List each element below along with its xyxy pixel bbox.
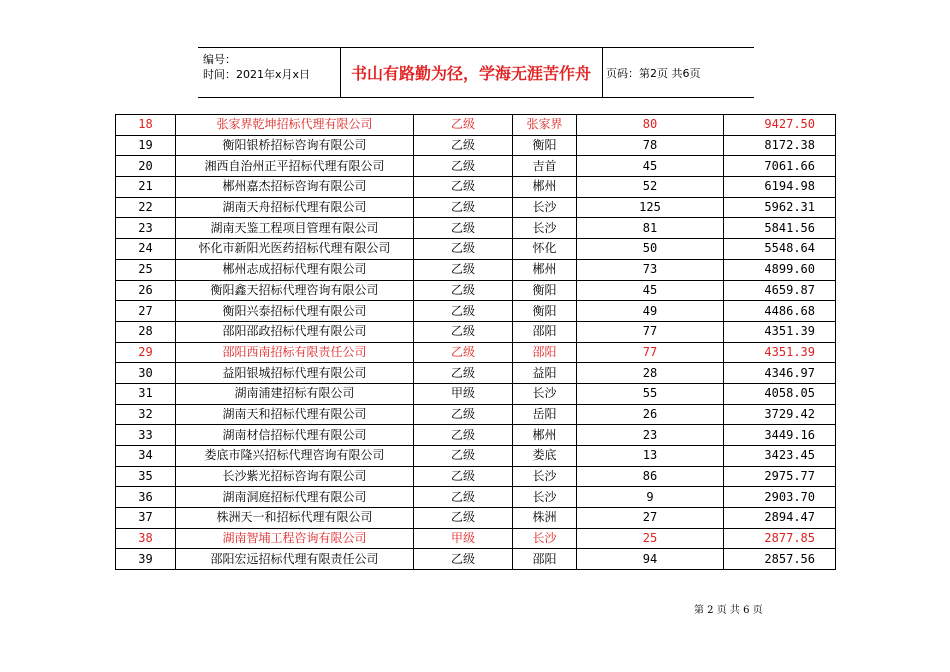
qualification-grade: 乙级 (414, 404, 513, 425)
project-count: 80 (577, 115, 724, 136)
motto: 书山有路勤为径，学海无涯苦作舟 (340, 48, 603, 97)
company-name: 株洲天一和招标代理有限公司 (176, 508, 414, 529)
table-row (116, 280, 836, 301)
company-name: 湖南天和招标代理有限公司 (176, 404, 414, 425)
amount: 4351.39 (724, 321, 836, 342)
city: 郴州 (513, 177, 577, 198)
qualification-grade: 甲级 (414, 528, 513, 549)
amount: 3423.45 (724, 446, 836, 467)
project-count: 28 (577, 363, 724, 384)
project-count: 27 (577, 508, 724, 529)
city: 吉首 (513, 156, 577, 177)
project-count: 49 (577, 301, 724, 322)
company-name: 衡阳鑫天招标代理咨询有限公司 (176, 280, 414, 301)
project-count: 86 (577, 466, 724, 487)
amount: 4659.87 (724, 280, 836, 301)
company-name: 衡阳兴泰招标代理有限公司 (176, 301, 414, 322)
page-code: 页码：第2页 共6页 (606, 66, 701, 80)
row-number: 32 (116, 404, 176, 425)
amount: 5548.64 (724, 239, 836, 260)
amount: 4899.60 (724, 259, 836, 280)
city: 长沙 (513, 218, 577, 239)
amount: 7061.66 (724, 156, 836, 177)
company-name: 湘西自治州正平招标代理有限公司 (176, 156, 414, 177)
page-footer: 第 2 页 共 6 页 (694, 605, 763, 616)
city: 张家界 (513, 115, 577, 136)
table-row (116, 321, 836, 342)
row-number: 21 (116, 177, 176, 198)
row-number: 39 (116, 549, 176, 570)
row-number: 34 (116, 446, 176, 467)
table-row (116, 487, 836, 508)
city: 长沙 (513, 487, 577, 508)
qualification-grade: 乙级 (414, 135, 513, 156)
page-header (198, 47, 754, 98)
city: 衡阳 (513, 280, 577, 301)
amount: 5841.56 (724, 218, 836, 239)
table-row (116, 549, 836, 570)
row-number: 18 (116, 115, 176, 136)
table-row (116, 301, 836, 322)
project-count: 125 (577, 197, 724, 218)
row-number: 38 (116, 528, 176, 549)
row-number: 30 (116, 363, 176, 384)
company-name: 邵阳邵政招标代理有限公司 (176, 321, 414, 342)
amount: 2894.47 (724, 508, 836, 529)
number-label: 编号： (203, 53, 236, 66)
qualification-grade: 乙级 (414, 425, 513, 446)
company-name: 郴州志成招标代理有限公司 (176, 259, 414, 280)
city: 长沙 (513, 383, 577, 404)
row-number: 37 (116, 508, 176, 529)
header-meta (198, 48, 341, 97)
qualification-grade: 乙级 (414, 487, 513, 508)
qualification-grade: 乙级 (414, 156, 513, 177)
row-number: 35 (116, 466, 176, 487)
project-count: 81 (577, 218, 724, 239)
company-name: 湖南天鉴工程项目管理有限公司 (176, 218, 414, 239)
amount: 2877.85 (724, 528, 836, 549)
table-row (116, 383, 836, 404)
row-number: 33 (116, 425, 176, 446)
row-number: 29 (116, 342, 176, 363)
project-count: 13 (577, 446, 724, 467)
row-number: 20 (116, 156, 176, 177)
table-row (116, 508, 836, 529)
amount: 8172.38 (724, 135, 836, 156)
project-count: 50 (577, 239, 724, 260)
amount: 6194.98 (724, 177, 836, 198)
project-count: 73 (577, 259, 724, 280)
company-name: 娄底市隆兴招标代理咨询有限公司 (176, 446, 414, 467)
city: 郴州 (513, 425, 577, 446)
date-label: 时间：2021年x月x日 (203, 68, 311, 81)
company-name: 邵阳宏远招标代理有限责任公司 (176, 549, 414, 570)
city: 长沙 (513, 466, 577, 487)
qualification-grade: 乙级 (414, 218, 513, 239)
company-name: 郴州嘉杰招标咨询有限公司 (176, 177, 414, 198)
project-count: 78 (577, 135, 724, 156)
row-number: 23 (116, 218, 176, 239)
row-number: 22 (116, 197, 176, 218)
city: 邵阳 (513, 549, 577, 570)
table-row (116, 466, 836, 487)
table-row (116, 259, 836, 280)
table-row (116, 115, 836, 136)
project-count: 9 (577, 487, 724, 508)
city: 长沙 (513, 197, 577, 218)
qualification-grade: 乙级 (414, 446, 513, 467)
qualification-grade: 乙级 (414, 259, 513, 280)
qualification-grade: 乙级 (414, 177, 513, 198)
city: 衡阳 (513, 301, 577, 322)
amount: 3449.16 (724, 425, 836, 446)
city: 衡阳 (513, 135, 577, 156)
project-count: 45 (577, 280, 724, 301)
city: 邵阳 (513, 321, 577, 342)
amount: 4346.97 (724, 363, 836, 384)
row-number: 36 (116, 487, 176, 508)
project-count: 52 (577, 177, 724, 198)
amount: 4486.68 (724, 301, 836, 322)
table-row (116, 218, 836, 239)
company-name: 怀化市新阳光医药招标代理有限公司 (176, 239, 414, 260)
qualification-grade: 乙级 (414, 280, 513, 301)
company-name: 湖南洞庭招标代理有限公司 (176, 487, 414, 508)
company-name: 邵阳西南招标有限责任公司 (176, 342, 414, 363)
qualification-grade: 乙级 (414, 549, 513, 570)
qualification-grade: 乙级 (414, 115, 513, 136)
row-number: 31 (116, 383, 176, 404)
company-name: 湖南天舟招标代理有限公司 (176, 197, 414, 218)
table-row (116, 239, 836, 260)
table-row (116, 446, 836, 467)
table-row (116, 404, 836, 425)
city: 益阳 (513, 363, 577, 384)
company-name: 益阳银城招标代理有限公司 (176, 363, 414, 384)
project-count: 26 (577, 404, 724, 425)
project-count: 55 (577, 383, 724, 404)
city: 岳阳 (513, 404, 577, 425)
amount: 2857.56 (724, 549, 836, 570)
city: 怀化 (513, 239, 577, 260)
city: 郴州 (513, 259, 577, 280)
city: 长沙 (513, 528, 577, 549)
city: 株洲 (513, 508, 577, 529)
qualification-grade: 乙级 (414, 363, 513, 384)
agency-ranking-table (115, 114, 836, 570)
amount: 3729.42 (724, 404, 836, 425)
company-name: 张家界乾坤招标代理有限公司 (176, 115, 414, 136)
table-body (116, 115, 836, 570)
project-count: 23 (577, 425, 724, 446)
table-row (116, 425, 836, 446)
table-row (116, 135, 836, 156)
company-name: 湖南智埔工程咨询有限公司 (176, 528, 414, 549)
amount: 9427.50 (724, 115, 836, 136)
company-name: 湖南材信招标代理有限公司 (176, 425, 414, 446)
row-number: 28 (116, 321, 176, 342)
table-row (116, 363, 836, 384)
amount: 5962.31 (724, 197, 836, 218)
city: 娄底 (513, 446, 577, 467)
table-row (116, 177, 836, 198)
company-name: 湖南浦建招标有限公司 (176, 383, 414, 404)
project-count: 25 (577, 528, 724, 549)
amount: 2975.77 (724, 466, 836, 487)
qualification-grade: 乙级 (414, 508, 513, 529)
table-row (116, 342, 836, 363)
amount: 2903.70 (724, 487, 836, 508)
amount: 4351.39 (724, 342, 836, 363)
qualification-grade: 甲级 (414, 383, 513, 404)
table-row (116, 528, 836, 549)
company-name: 长沙紫光招标咨询有限公司 (176, 466, 414, 487)
amount: 4058.05 (724, 383, 836, 404)
row-number: 25 (116, 259, 176, 280)
qualification-grade: 乙级 (414, 321, 513, 342)
project-count: 45 (577, 156, 724, 177)
qualification-grade: 乙级 (414, 239, 513, 260)
row-number: 26 (116, 280, 176, 301)
row-number: 27 (116, 301, 176, 322)
project-count: 77 (577, 342, 724, 363)
row-number: 24 (116, 239, 176, 260)
project-count: 77 (577, 321, 724, 342)
qualification-grade: 乙级 (414, 342, 513, 363)
city: 邵阳 (513, 342, 577, 363)
company-name: 衡阳银桥招标咨询有限公司 (176, 135, 414, 156)
table-row (116, 156, 836, 177)
qualification-grade: 乙级 (414, 466, 513, 487)
row-number: 19 (116, 135, 176, 156)
project-count: 94 (577, 549, 724, 570)
qualification-grade: 乙级 (414, 197, 513, 218)
table-row (116, 197, 836, 218)
qualification-grade: 乙级 (414, 301, 513, 322)
